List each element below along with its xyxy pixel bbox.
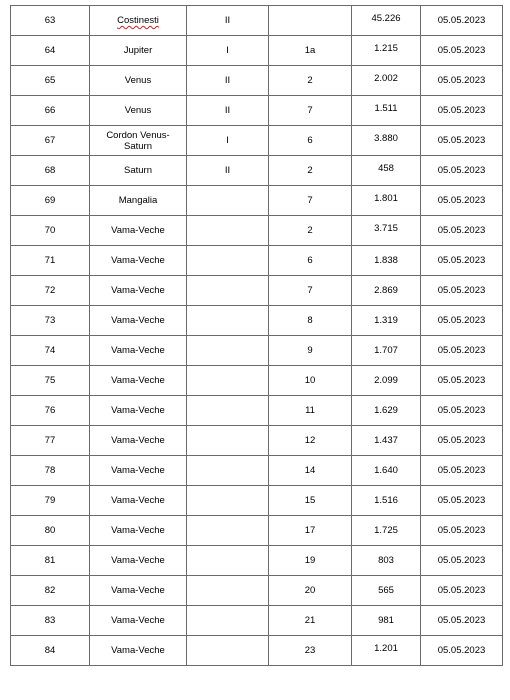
cell-lot	[269, 306, 352, 336]
cell-lot-text: 7	[307, 105, 313, 116]
cell-location-text: Venus	[124, 105, 152, 116]
cell-zone	[187, 606, 269, 636]
cell-lot	[269, 576, 352, 606]
cell-lot-text: 2	[307, 165, 313, 176]
cell-location-text: Saturn	[124, 165, 152, 176]
cell-date	[421, 456, 503, 486]
cell-lot	[269, 606, 352, 636]
cell-date-text: 05.05.2023	[437, 405, 486, 416]
cell-location	[90, 306, 187, 336]
cell-date-text: 05.05.2023	[437, 375, 486, 386]
cell-area	[352, 96, 421, 126]
cell-location	[90, 276, 187, 306]
cell-area	[352, 426, 421, 456]
cell-zone-text: II	[224, 75, 231, 86]
cell-nr-text: 81	[44, 555, 56, 566]
cell-nr-text: 76	[44, 405, 56, 416]
cell-lot-text: 2	[307, 75, 313, 86]
cell-area	[352, 336, 421, 366]
cell-zone	[187, 396, 269, 426]
cell-zone	[187, 216, 269, 246]
cell-date	[421, 636, 503, 666]
cell-date-text: 05.05.2023	[437, 225, 486, 236]
cell-nr	[11, 126, 90, 156]
cell-nr-text: 67	[44, 135, 56, 146]
cell-lot-text: 15	[304, 495, 316, 506]
cell-area-text: 3.715	[374, 222, 398, 234]
document-page	[10, 0, 502, 700]
cell-date	[421, 156, 503, 186]
cell-location	[90, 546, 187, 576]
cell-location	[90, 126, 187, 156]
cell-area	[352, 456, 421, 486]
table-row	[11, 186, 503, 216]
cell-zone-text: I	[226, 45, 229, 56]
table-row	[11, 516, 503, 546]
cell-nr-text: 80	[44, 525, 56, 536]
cell-lot	[269, 156, 352, 186]
cell-location-text: Venus	[124, 75, 152, 86]
cell-date-text: 05.05.2023	[437, 345, 486, 356]
cell-location	[90, 456, 187, 486]
cell-date	[421, 306, 503, 336]
cell-lot-text: 6	[307, 255, 313, 266]
table-row	[11, 306, 503, 336]
cell-date	[421, 336, 503, 366]
cell-lot	[269, 456, 352, 486]
table-row	[11, 6, 503, 36]
cell-location	[90, 6, 187, 36]
cell-area	[352, 606, 421, 636]
cell-nr	[11, 606, 90, 636]
cell-location	[90, 336, 187, 366]
cell-location	[90, 576, 187, 606]
cell-area-text: 1.838	[374, 255, 398, 266]
cell-area	[352, 66, 421, 96]
cell-zone	[187, 516, 269, 546]
cell-date	[421, 426, 503, 456]
table-row	[11, 66, 503, 96]
cell-location	[90, 366, 187, 396]
cell-zone	[187, 186, 269, 216]
cell-zone	[187, 636, 269, 666]
cell-location	[90, 36, 187, 66]
cell-nr	[11, 306, 90, 336]
cell-area	[352, 186, 421, 216]
cell-date	[421, 126, 503, 156]
cell-area-text: 2.002	[374, 72, 398, 84]
cell-nr	[11, 276, 90, 306]
cell-lot	[269, 546, 352, 576]
cell-area	[352, 306, 421, 336]
cell-date-text: 05.05.2023	[437, 135, 486, 146]
cell-nr-text: 71	[44, 255, 56, 266]
cell-location-text: Vama-Veche	[111, 285, 165, 296]
cell-nr-text: 83	[44, 615, 56, 626]
cell-area-text: 1.215	[374, 42, 398, 54]
cell-date	[421, 396, 503, 426]
cell-date-text: 05.05.2023	[437, 555, 486, 566]
cell-nr-text: 74	[44, 345, 56, 356]
cell-lot	[269, 6, 352, 36]
cell-area	[352, 246, 421, 276]
cell-date	[421, 516, 503, 546]
cell-location-text: Vama-Veche	[111, 585, 165, 596]
cell-area-text: 1.640	[374, 465, 398, 476]
table-row	[11, 486, 503, 516]
cell-location-text: Vama-Veche	[111, 375, 165, 386]
table-row	[11, 156, 503, 186]
cell-lot-text: 8	[307, 315, 313, 326]
cell-nr-text: 69	[44, 195, 56, 206]
cell-lot	[269, 126, 352, 156]
cell-area-text: 803	[378, 555, 394, 566]
table-row	[11, 216, 503, 246]
cell-nr-text: 78	[44, 465, 56, 476]
cell-zone	[187, 96, 269, 126]
cell-nr	[11, 546, 90, 576]
cell-area-text: 1.511	[374, 102, 398, 114]
cell-location-text: Vama-Veche	[111, 405, 165, 416]
cell-area	[352, 366, 421, 396]
cell-location-text: Vama-Veche	[111, 615, 165, 626]
cell-zone	[187, 66, 269, 96]
cell-area	[352, 156, 421, 186]
cell-lot-text: 23	[304, 645, 316, 656]
cell-area	[352, 636, 421, 666]
cell-lot-text: 7	[307, 285, 313, 296]
table-row	[11, 426, 503, 456]
cell-lot-text: 12	[304, 435, 316, 446]
cell-location-text: Mangalia	[118, 195, 158, 206]
table-row	[11, 636, 503, 666]
cell-lot-text: 9	[307, 345, 313, 356]
cell-date	[421, 186, 503, 216]
cell-lot-text: 11	[305, 405, 315, 416]
cell-lot	[269, 276, 352, 306]
cell-location-text: Costinesti	[117, 15, 159, 26]
cell-area-text: 3.880	[374, 132, 398, 144]
cell-date	[421, 36, 503, 66]
cell-nr	[11, 456, 90, 486]
cell-area-text: 1.319	[374, 315, 398, 326]
cell-location	[90, 186, 187, 216]
table-row	[11, 96, 503, 126]
cell-date	[421, 546, 503, 576]
cell-date-text: 05.05.2023	[437, 105, 486, 116]
cell-zone	[187, 546, 269, 576]
cell-lot	[269, 66, 352, 96]
cell-zone	[187, 306, 269, 336]
cell-lot-text: 1a	[304, 45, 316, 56]
cell-nr	[11, 636, 90, 666]
cell-location-text: Vama-Veche	[111, 645, 165, 656]
cell-area-text: 1.725	[374, 525, 398, 536]
cell-date-text: 05.05.2023	[437, 615, 486, 626]
cell-zone	[187, 576, 269, 606]
cell-area	[352, 6, 421, 36]
cell-date-text: 05.05.2023	[437, 495, 486, 506]
cell-date-text: 05.05.2023	[437, 315, 486, 326]
cell-location	[90, 216, 187, 246]
table-row	[11, 606, 503, 636]
cell-date-text: 05.05.2023	[437, 165, 486, 176]
cell-zone	[187, 36, 269, 66]
cell-date	[421, 96, 503, 126]
table-row	[11, 546, 503, 576]
cell-area-text: 2.099	[374, 375, 398, 386]
cell-location	[90, 426, 187, 456]
cell-nr-text: 65	[44, 75, 56, 86]
cell-lot	[269, 516, 352, 546]
cell-nr	[11, 6, 90, 36]
cell-zone	[187, 456, 269, 486]
cell-nr-text: 84	[44, 645, 56, 656]
cell-date-text: 05.05.2023	[437, 585, 486, 596]
cell-nr	[11, 426, 90, 456]
cell-lot	[269, 486, 352, 516]
cell-zone	[187, 366, 269, 396]
cell-location-text: Vama-Veche	[111, 435, 165, 446]
table-body	[11, 6, 503, 666]
cell-lot	[269, 396, 352, 426]
cell-lot	[269, 426, 352, 456]
cell-location	[90, 606, 187, 636]
cell-area-text: 45.226	[371, 12, 401, 24]
cell-date	[421, 246, 503, 276]
cell-location-text: Vama-Veche	[111, 465, 165, 476]
table-row	[11, 36, 503, 66]
cell-nr-text: 66	[44, 105, 56, 116]
cell-lot	[269, 96, 352, 126]
cell-date-text: 05.05.2023	[437, 285, 486, 296]
cell-location-text: Vama-Veche	[111, 255, 165, 266]
cell-location-text: Vama-Veche	[111, 525, 165, 536]
cell-zone	[187, 486, 269, 516]
cell-lot	[269, 636, 352, 666]
cell-date	[421, 486, 503, 516]
cell-nr	[11, 96, 90, 126]
cell-lot	[269, 216, 352, 246]
cell-date	[421, 66, 503, 96]
cell-area-text: 1.801	[374, 192, 398, 204]
cell-location	[90, 516, 187, 546]
cell-date-text: 05.05.2023	[437, 255, 486, 266]
cell-area	[352, 216, 421, 246]
cell-area-text: 1.437	[374, 435, 398, 446]
cell-nr-text: 82	[44, 585, 56, 596]
cell-nr-text: 77	[44, 435, 56, 446]
table-row	[11, 336, 503, 366]
cell-area	[352, 486, 421, 516]
cell-nr	[11, 576, 90, 606]
cell-lot	[269, 186, 352, 216]
cell-nr-text: 63	[44, 15, 56, 26]
cell-lot-text: 20	[304, 585, 316, 596]
cell-date-text: 05.05.2023	[437, 195, 486, 206]
cell-date-text: 05.05.2023	[437, 45, 486, 56]
cell-lot-text: 14	[304, 465, 316, 476]
cell-area-text: 565	[378, 585, 394, 596]
cell-zone	[187, 336, 269, 366]
cell-lot-text: 21	[304, 615, 316, 626]
cell-location	[90, 636, 187, 666]
data-table	[10, 5, 503, 666]
table-row	[11, 126, 503, 156]
cell-zone	[187, 246, 269, 276]
cell-date-text: 05.05.2023	[437, 15, 486, 26]
cell-area	[352, 126, 421, 156]
cell-area	[352, 36, 421, 66]
cell-lot	[269, 246, 352, 276]
cell-date-text: 05.05.2023	[437, 75, 486, 86]
cell-nr	[11, 246, 90, 276]
cell-area-text: 458	[378, 162, 394, 174]
cell-location-text: Vama-Veche	[111, 555, 165, 566]
cell-nr-text: 70	[44, 225, 56, 236]
cell-zone	[187, 426, 269, 456]
cell-nr	[11, 396, 90, 426]
cell-zone-text: II	[224, 15, 231, 26]
cell-area-text: 1.629	[374, 405, 398, 416]
cell-lot	[269, 336, 352, 366]
cell-nr-text: 73	[44, 315, 56, 326]
cell-location-text: Vama-Veche	[111, 315, 165, 326]
cell-location	[90, 246, 187, 276]
cell-date-text: 05.05.2023	[437, 435, 486, 446]
cell-nr	[11, 336, 90, 366]
cell-zone	[187, 156, 269, 186]
cell-date	[421, 366, 503, 396]
cell-zone-text: II	[224, 105, 231, 116]
cell-location-text: Vama-Veche	[111, 495, 165, 506]
cell-nr	[11, 366, 90, 396]
table-row	[11, 396, 503, 426]
table-row	[11, 366, 503, 396]
cell-nr	[11, 36, 90, 66]
cell-zone	[187, 6, 269, 36]
cell-location-text: Cordon Venus- Saturn	[106, 129, 170, 152]
cell-date-text: 05.05.2023	[437, 525, 486, 536]
cell-area	[352, 516, 421, 546]
cell-location-text: Jupiter	[123, 45, 153, 56]
cell-nr	[11, 156, 90, 186]
cell-area	[352, 396, 421, 426]
cell-date-text: 05.05.2023	[437, 465, 486, 476]
cell-date	[421, 576, 503, 606]
cell-nr	[11, 516, 90, 546]
cell-area-text: 1.201	[374, 642, 398, 654]
cell-location	[90, 396, 187, 426]
cell-area-text: 981	[378, 615, 394, 626]
cell-nr-text: 75	[44, 375, 56, 386]
cell-lot-text: 2	[307, 225, 313, 236]
cell-lot-text: 10	[304, 375, 316, 386]
cell-nr	[11, 486, 90, 516]
cell-date	[421, 606, 503, 636]
cell-nr-text: 64	[44, 45, 56, 56]
cell-nr	[11, 186, 90, 216]
cell-location	[90, 156, 187, 186]
table-row	[11, 456, 503, 486]
cell-date-text: 05.05.2023	[437, 645, 486, 656]
cell-location-text: Vama-Veche	[111, 225, 165, 236]
cell-zone	[187, 126, 269, 156]
cell-area-text: 1.707	[374, 345, 398, 356]
cell-lot-text: 6	[307, 135, 313, 146]
cell-zone	[187, 276, 269, 306]
cell-date	[421, 216, 503, 246]
cell-area	[352, 546, 421, 576]
cell-date	[421, 276, 503, 306]
cell-nr-text: 72	[44, 285, 56, 296]
cell-lot-text: 19	[304, 555, 316, 566]
cell-zone-text: II	[224, 165, 231, 176]
cell-location	[90, 66, 187, 96]
table-row	[11, 246, 503, 276]
cell-location-text: Vama-Veche	[111, 345, 165, 356]
table-row	[11, 576, 503, 606]
cell-lot-text: 7	[307, 195, 313, 206]
cell-lot	[269, 366, 352, 396]
cell-zone-text: I	[226, 135, 229, 146]
cell-area	[352, 276, 421, 306]
cell-area-text: 1.516	[374, 495, 398, 506]
cell-nr-text: 79	[44, 495, 56, 506]
table-row	[11, 276, 503, 306]
cell-nr	[11, 66, 90, 96]
cell-area-text: 2.869	[374, 285, 398, 296]
cell-location	[90, 96, 187, 126]
cell-area	[352, 576, 421, 606]
cell-lot-text: 17	[304, 525, 316, 536]
cell-date	[421, 6, 503, 36]
cell-location	[90, 486, 187, 516]
cell-nr	[11, 216, 90, 246]
cell-lot	[269, 36, 352, 66]
cell-nr-text: 68	[44, 165, 56, 176]
